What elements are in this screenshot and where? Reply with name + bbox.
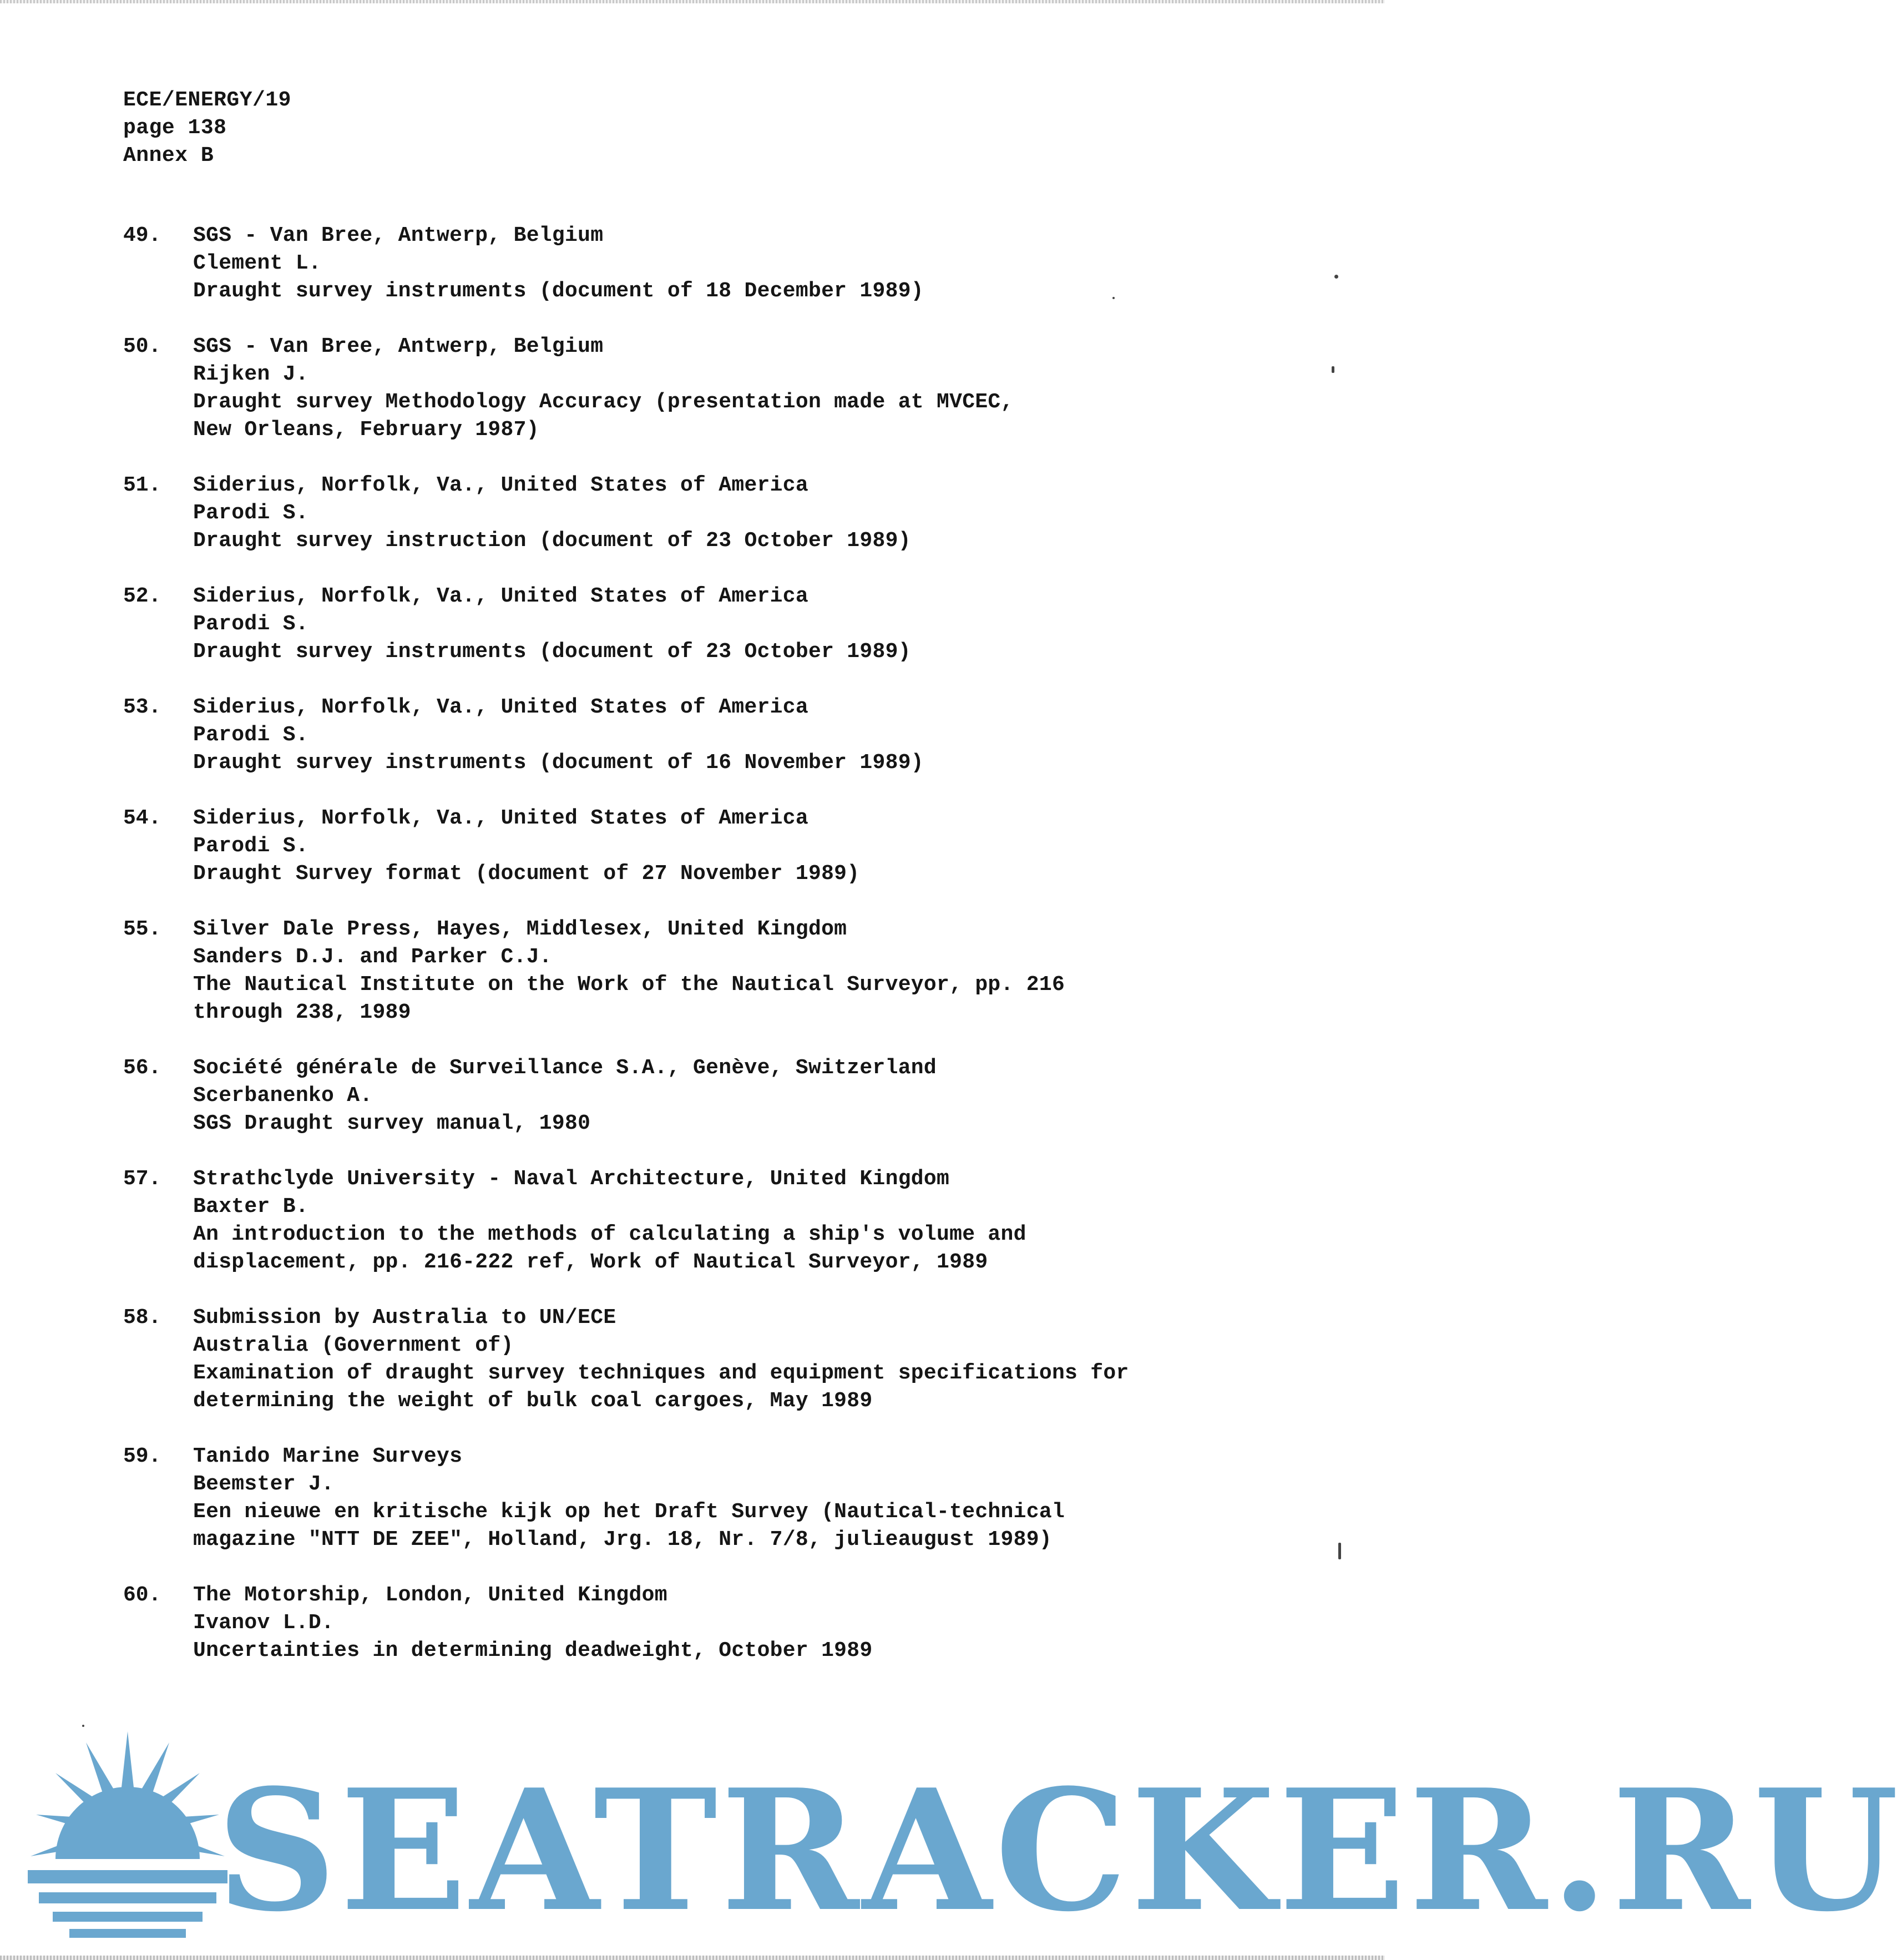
reference-entry [123,1582,1277,1693]
document-header [123,87,291,170]
entry-publisher: Siderius, Norfolk, Va., United States of America [193,473,808,497]
scan-speck [1338,1543,1341,1559]
entry-text [193,916,1065,1027]
entry-author: Beemster J. [193,1472,335,1496]
scan-speck [1334,275,1338,279]
entry-number: 56. [123,1056,161,1080]
entry-title-continued: magazine "NTT DE ZEE", Holland, Jrg. 18, Nr. 7/8, julieaugust 1989) [193,1528,1052,1552]
entry-title: Examination of draught survey techniques and equipment specifications for [193,1361,1129,1385]
entry-text [193,1582,873,1665]
reference-entry [123,694,1277,805]
entry-title: Draught survey instruments (document of 23 October 1989) [193,640,911,664]
entry-title: Draught survey instruments (document of 18 December 1989) [193,279,924,303]
entry-text [193,805,859,888]
entry-text [193,222,924,305]
entry-title: Draught survey instruction (document of 23 October 1989) [193,529,911,553]
document-symbol: ECE/ENERGY/19 [123,88,291,112]
entry-author: Parodi S. [193,612,308,636]
entry-number: 52. [123,584,161,608]
watermark-text: SEATRACKER.RU [216,1752,1902,1948]
entry-text [193,583,911,666]
entry-publisher: Tanido Marine Surveys [193,1444,463,1468]
entry-author: Rijken J. [193,362,308,386]
entry-text [193,472,911,555]
entry-number: 57. [123,1167,161,1191]
entry-title-continued: displacement, pp. 216-222 ref, Work of Nautical Surveyor, 1989 [193,1250,988,1274]
reference-entry [123,805,1277,916]
entry-number: 54. [123,806,161,830]
page-number: page 138 [123,116,227,140]
entry-title: Draught Survey format (document of 27 November 1989) [193,862,860,886]
entry-author: Scerbanenko A. [193,1084,373,1108]
entry-publisher: SGS - Van Bree, Antwerp, Belgium [193,224,604,247]
entry-text [193,333,1014,444]
reference-entry [123,916,1277,1054]
entry-title: Draught survey Methodology Accuracy (presentation made at MVCEC, [193,390,1014,414]
entry-publisher: SGS - Van Bree, Antwerp, Belgium [193,335,604,358]
entry-title: Draught survey instruments (document of 16 November 1989) [193,751,924,775]
entry-number: 55. [123,917,161,941]
entry-text [193,1443,1065,1554]
entry-text [193,1165,1026,1276]
entry-publisher: Strathclyde University - Naval Architecture, United Kingdom [193,1167,950,1191]
entry-publisher: The Motorship, London, United Kingdom [193,1583,667,1607]
entry-text [193,1304,1129,1415]
entry-publisher: Siderius, Norfolk, Va., United States of America [193,806,808,830]
scan-speck [1112,297,1115,299]
entry-text [193,694,924,777]
reference-entry [123,1443,1277,1582]
entry-title: SGS Draught survey manual, 1980 [193,1112,591,1135]
entry-number: 51. [123,473,161,497]
entry-author: Parodi S. [193,501,308,525]
entry-number: 50. [123,335,161,358]
entry-title: The Nautical Institute on the Work of the Nautical Surveyor, pp. 216 [193,973,1065,997]
entry-number: 58. [123,1306,161,1330]
entry-title-continued: New Orleans, February 1987) [193,418,539,442]
entry-publisher: Société générale de Surveillance S.A., Genève, Switzerland [193,1056,937,1080]
entry-publisher: Siderius, Norfolk, Va., United States of America [193,695,808,719]
scan-border-top [0,0,1385,3]
site-watermark [0,1720,1902,1953]
entry-author: Sanders D.J. and Parker C.J. [193,945,552,969]
entry-number: 60. [123,1583,161,1607]
scan-border-bottom [0,1956,1385,1960]
reference-entry [123,472,1277,583]
reference-entry [123,1054,1277,1165]
entry-title-continued: through 238, 1989 [193,1001,411,1024]
entry-number: 59. [123,1444,161,1468]
reference-entry [123,222,1277,333]
reference-entry [123,1304,1277,1443]
scan-speck [1332,366,1334,373]
entry-author: Clement L. [193,251,322,275]
entry-author: Baxter B. [193,1195,308,1219]
sun-logo-icon [22,1720,233,1942]
entry-author: Ivanov L.D. [193,1611,335,1635]
reference-entry [123,583,1277,694]
entry-title: An introduction to the methods of calculating a ship's volume and [193,1223,1026,1246]
entry-author: Parodi S. [193,723,308,747]
entry-text [193,1054,937,1138]
reference-entry [123,333,1277,472]
entry-publisher: Silver Dale Press, Hayes, Middlesex, United Kingdom [193,917,847,941]
entry-title-continued: determining the weight of bulk coal cargoes, May 1989 [193,1389,873,1413]
entry-title: Uncertainties in determining deadweight, October 1989 [193,1639,873,1663]
reference-list [123,222,1277,1693]
entry-number: 49. [123,224,161,247]
entry-publisher: Submission by Australia to UN/ECE [193,1306,616,1330]
entry-publisher: Siderius, Norfolk, Va., United States of America [193,584,808,608]
annex-label: Annex B [123,144,214,168]
entry-number: 53. [123,695,161,719]
reference-entry [123,1165,1277,1304]
entry-author: Australia (Government of) [193,1333,514,1357]
entry-title: Een nieuwe en kritische kijk op het Draft Survey (Nautical-technical [193,1500,1065,1524]
entry-author: Parodi S. [193,834,308,858]
